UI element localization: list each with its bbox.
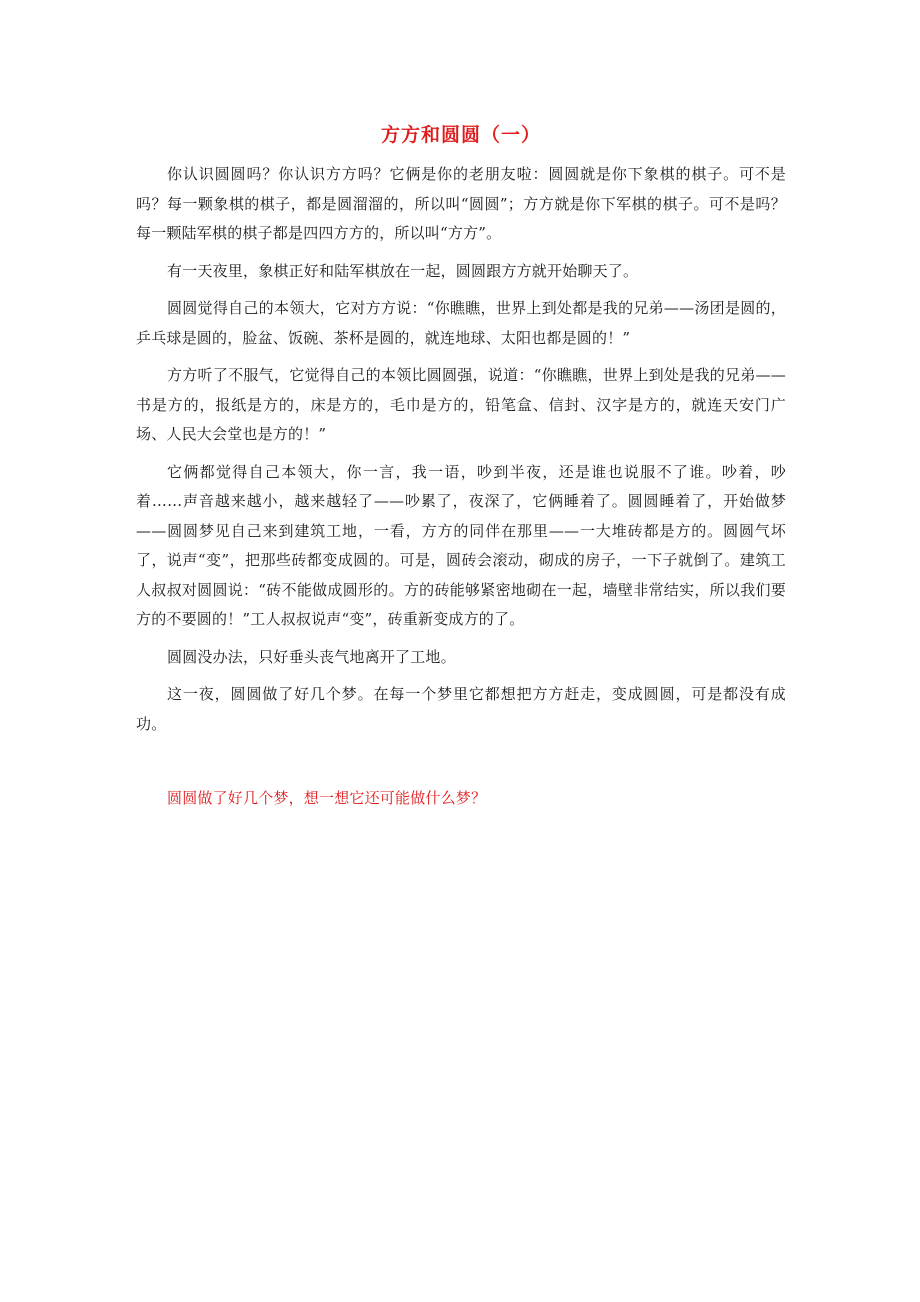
- paragraph-dream: 它俩都觉得自己本领大，你一言，我一语，吵到半夜，还是谁也说服不了谁。吵着，吵着……声音越来越小，越来越轻了——吵累了，夜深了，它俩睡着了。圆圆睡着了，开始做梦——圆圆梦见自己来到建筑工地，一看，方方的同伴在那里——一大堆砖都是方的。圆圆气坏了，说声“变”，把那些砖都变成圆的。可是，圆砖会滚动，砌成的房子，一下子就倒了。建筑工人叔叔对圆圆说：“砖不能做成圆形的。方的砖能够紧密地砌在一起，墙壁非常结实，所以我们要方的不要圆的！”工人叔叔说声“变”，砖重新变成方的了。: [136, 462, 786, 628]
- document-title: 方方和圆圆（一）: [380, 124, 541, 146]
- paragraph-leave-site: 圆圆没办法，只好垂头丧气地离开了工地。: [167, 647, 456, 666]
- paragraph-night: 有一天夜里，象棋正好和陆军棋放在一起，圆圆跟方方就开始聊天了。: [167, 261, 639, 280]
- paragraph-yuanyuan-boast: 圆圆觉得自己的本领大，它对方方说：“你瞧瞧，世界上到处都是我的兄弟——汤团是圆的，乒乓球是圆的，脸盆、饭碗、茶杯是圆的，就连地球、太阳也都是圆的！”: [136, 299, 786, 347]
- discussion-question: 圆圆做了好几个梦，想一想它还可能做什么梦？: [167, 789, 487, 807]
- document-content: [136, 118, 786, 814]
- paragraph-fangfang-reply: 方方听了不服气，它觉得自己的本领比圆圆强，说道：“你瞧瞧，世界上到处是我的兄弟——书是方的，报纸是方的，床是方的，毛巾是方的，铅笔盒、信封、汉字是方的，就连天安门广场、人民大会堂也是方的！”: [136, 366, 786, 443]
- paragraph-conclusion: 这一夜，圆圆做了好几个梦。在每一个梦里它都想把方方赶走，变成圆圆，可是都没有成功。: [136, 685, 786, 733]
- paragraph-intro: 你认识圆圆吗？你认识方方吗？它俩是你的老朋友啦：圆圆就是你下象棋的棋子。可不是吗？每一颗象棋的棋子，都是圆溜溜的，所以叫“圆圆”；方方就是你下军棋的棋子。可不是吗？每一颗陆军棋的棋子都是四四方方的，所以叫“方方”。: [136, 165, 786, 242]
